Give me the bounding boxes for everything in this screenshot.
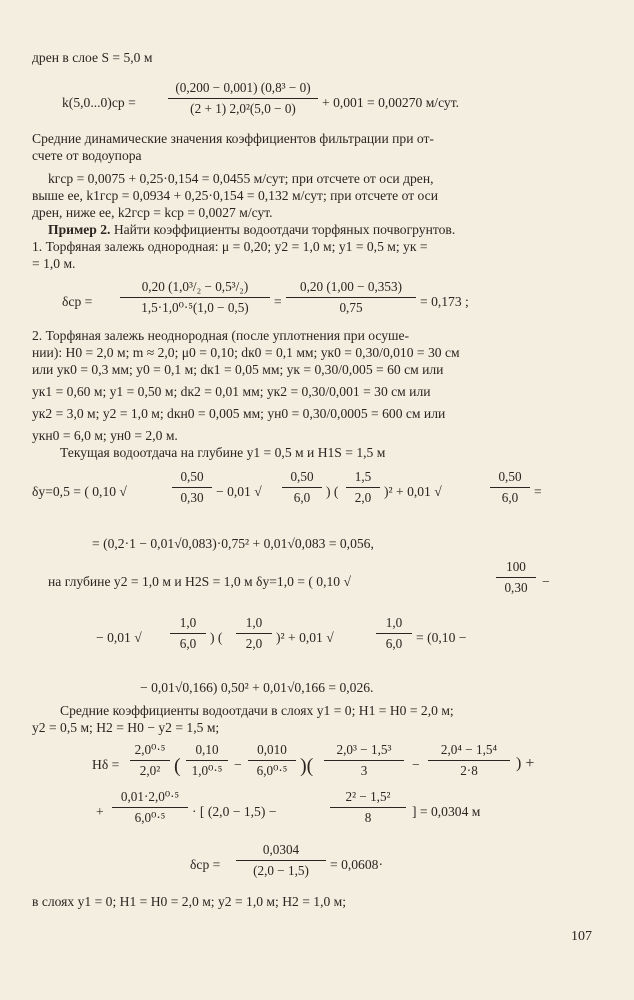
fraction [112,789,188,826]
denominator: 6,0 [179,636,197,651]
text-line: дрен в слое S = 5,0 м [32,50,153,65]
text-line: нии): H0 = 2,0 м; m ≈ 2,0; μ0 = 0,10; dк0 = 0,1 мм; yк0 = 0,30/0,010 = 30 см [32,345,460,360]
text-line: y2 = 0,5 м; H2 = H0 − y2 = 1,5 м; [32,720,220,735]
text-line: kгср = 0,0075 + 0,25·0,154 = 0,0455 м/сут; при отсчете от оси дрен, [48,171,434,186]
fraction [236,842,326,879]
fraction [490,469,530,506]
fraction [324,742,404,779]
text-line: yкн0 = 6,0 м; yн0 = 2,0 м. [32,428,178,443]
denominator: 1,5·1,0⁰·⁵(1,0 − 0,5) [141,300,249,315]
fraction [496,559,536,596]
fraction [170,615,206,652]
fraction [248,742,296,779]
text-line: = (0,2·1 − 0,01√0,083)·0,75² + 0,01√0,083 = 0,056, [92,536,374,551]
fraction [168,80,318,117]
equation-result: = 0,0608· [330,857,383,872]
fraction [236,615,272,652]
fraction [346,469,380,506]
equation-part: )² + 0,01 √ [276,630,334,645]
equation-result: = 0,173 ; [420,294,469,309]
plus-sign: + [96,804,104,819]
equation-part: )² + 0,01 √ [384,484,442,499]
denominator: 6,0 [385,636,403,651]
text-line: дрен, ниже ее, k2гср = kср = 0,0027 м/сут. [32,205,273,220]
numerator: 100 [506,559,526,574]
text-line: счете от водоупора [32,148,142,163]
denominator: 0,75 [339,300,363,315]
fraction [186,742,228,779]
fraction [330,789,406,826]
numerator: 1,0 [179,615,197,630]
minus-sign: − [234,757,242,772]
numerator: 2² − 1,5² [345,789,391,804]
text-line: Текущая водоотдача на глубине y1 = 0,5 м и H1S = 1,5 м [60,445,386,460]
equation-part: − 0,01 √ [216,484,262,499]
paren: )( [300,755,314,777]
example-text: Найти коэффициенты водоотдачи торфяных почвогрунтов. [110,222,456,237]
fraction [428,742,510,779]
numerator: 2,0³ − 1,5³ [336,742,392,757]
equation-label: δср = [190,857,221,872]
equation-part: · [ (2,0 − 1,5) − [192,804,277,819]
equation-label: k(5,0...0)ср = [62,95,136,110]
equals-sign: = [274,294,282,309]
equation-part: ) + [516,755,535,772]
text-line: в слоях y1 = 0; H1 = H0 = 2,0 м; y2 = 1,0 м; H2 = 1,0 м; [32,894,347,909]
denominator: 2,0 [354,490,372,505]
equation-result: ] = 0,0304 м [412,804,481,819]
numerator: 1,0 [385,615,403,630]
minus-sign: − [412,757,420,772]
numerator: 2,0⁴ − 1,5⁴ [440,742,498,757]
numerator: 0,50 [180,469,204,484]
numerator: 0,010 [257,742,287,757]
numerator: 0,20 (1,0³/₂ − 0,5³/₂) [141,279,249,294]
fraction [120,279,270,316]
text-line: или yк0 = 0,3 мм; y0 = 0,1 м; dк1 = 0,05 мм; yк = 0,30/0,005 = 60 см или [32,362,444,377]
numerator: 2,0⁰·⁵ [134,742,166,757]
denominator: 1,0⁰·⁵ [191,763,223,778]
fraction [282,469,322,506]
equation-part: ) ( [326,484,339,499]
denominator: 2·8 [460,763,478,778]
denominator: 6,0 [501,490,519,505]
denominator: 0,30 [504,580,528,595]
text-line: yк1 = 0,60 м; y1 = 0,50 м; dк2 = 0,01 мм; yк2 = 0,30/0,001 = 30 см или [32,384,431,399]
text-line: Средние динамические значения коэффициентов фильтрации при от- [32,131,434,146]
equation-result: + 0,001 = 0,00270 м/сут. [322,95,460,110]
denominator: 6,0⁰·⁵ [134,810,166,825]
equation-label: − 0,01 √ [96,630,142,645]
paren: ( [174,755,181,777]
fraction [286,279,416,316]
numerator: 0,20 (1,00 − 0,353) [300,279,402,294]
numerator: 0,0304 [262,842,300,857]
text-line: выше ее, k1гср = 0,0934 + 0,25·0,154 = 0,132 м/сут; при отсчете от оси [32,188,438,203]
fraction [172,469,212,506]
text-line: Средние коэффициенты водоотдачи в слоях y1 = 0; H1 = H0 = 2,0 м; [60,703,454,718]
numerator: 0,01·2,0⁰·⁵ [120,789,180,804]
equation-label: δy=0,5 = ( 0,10 √ [32,484,127,499]
denominator: 6,0⁰·⁵ [256,763,288,778]
equals-sign: = [534,484,542,499]
denominator: 3 [360,763,368,778]
denominator: (2,0 − 1,5) [253,863,309,878]
denominator: 0,30 [180,490,204,505]
numerator: 0,10 [195,742,219,757]
equation-part: − [542,574,550,589]
equation-part: ) ( [210,630,223,645]
numerator: 0,50 [498,469,522,484]
equation-label: Hδ = [92,757,120,772]
text-line: 2. Торфяная залежь неоднородная (после уплотнения при осуше- [32,328,410,343]
fraction [376,615,412,652]
text-line: − 0,01√0,166) 0,50² + 0,01√0,166 = 0,026. [140,680,374,695]
equation-part: = (0,10 − [416,630,467,645]
text-line: 1. Торфяная залежь однородная: μ = 0,20; y2 = 1,0 м; y1 = 0,5 м; yк = [32,239,428,254]
text-line: = 1,0 м. [32,256,76,271]
equation-label: δср = [62,294,93,309]
denominator: 6,0 [293,490,311,505]
denominator: (2 + 1) 2,0²(5,0 − 0) [190,101,296,116]
denominator: 2,0 [245,636,263,651]
numerator: 1,0 [245,615,263,630]
numerator: (0,200 − 0,001) (0,8³ − 0) [175,80,311,95]
fraction [130,742,170,779]
example-heading [48,221,608,238]
text-line: yк2 = 3,0 м; y2 = 1,0 м; dкн0 = 0,005 мм; yн0 = 0,30/0,0005 = 600 см или [32,406,446,421]
example-label: Пример 2. [48,222,111,237]
denominator: 2,0² [139,763,161,778]
numerator: 0,50 [290,469,314,484]
numerator: 1,5 [354,469,372,484]
denominator: 8 [364,810,372,825]
equation-label: на глубине y2 = 1,0 м и H2S = 1,0 м δy=1,0 = ( 0,10 √ [48,574,351,589]
page-number: 107 [571,929,592,944]
